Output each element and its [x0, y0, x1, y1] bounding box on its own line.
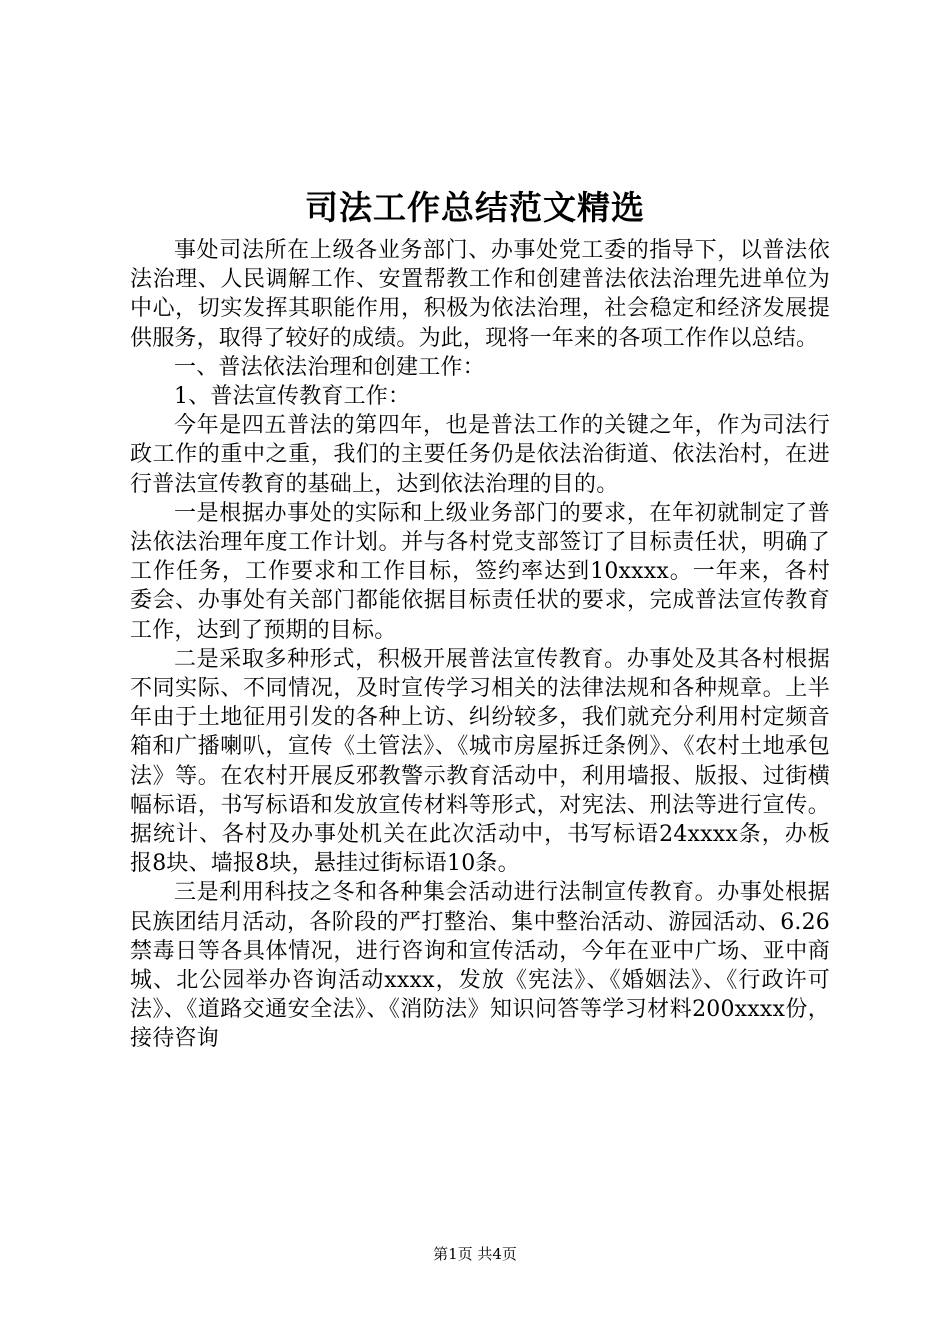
section-heading-1: 一、普法依法治理和创建工作： [174, 354, 485, 380]
subsection-heading-1: 1、普法宣传教育工作： [174, 384, 411, 410]
document-title: 司法工作总结范文精选 [305, 188, 645, 227]
paragraph-overview: 今年是四五普法的第四年，也是普法工作的关键之年，作为司法行政工作的重中之重，我们的主要任务仍是依法治街道、依法治村，在进行普法宣传教育的基础上，达到依法治理的目的。 [130, 413, 830, 497]
page-footer: 第1页 共4页 [433, 1245, 517, 1263]
document-body [130, 236, 830, 1054]
paragraph-point-3: 三是利用科技之冬和各种集会活动进行法制宣传教育。办事处根据民族团结月活动，各阶段的严打整治、集中整治活动、游园活动、6.26禁毒日等各具体情况，进行咨询和宣传活动，今年在亚中广场、亚中商城、北公园举办咨询活动xxxx，发放《宪法》、《婚姻法》、《行政许可法》、《道路交通安全法》、《消防法》知识问答等学习材料200xxxx份，接待咨询 [130, 880, 830, 1052]
paragraph-point-1: 一是根据办事处的实际和上级业务部门的要求，在年初就制定了普法依法治理年度工作计划。并与各村党支部签订了目标责任状，明确了工作任务，工作要求和工作目标，签约率达到10xxxx。一年来，各村委会、办事处有关部门都能依据目标责任状的要求，完成普法宣传教育工作，达到了预期的目标。 [130, 500, 830, 643]
paragraph-point-2: 二是采取多种形式，积极开展普法宣传教育。办事处及其各村根据不同实际、不同情况，及时宣传学习相关的法律法规和各种规章。上半年由于土地征用引发的各种上访、纠纷较多，我们就充分利用村定频音箱和广播喇叭，宣传《土管法》、《城市房屋拆迁条例》、《农村土地承包法》等。在农村开展反邪教警示教育活动中，利用墙报、版报、过街横幅标语，书写标语和发放宣传材料等形式，对宪法、刑法等进行宣传。据统计、各村及办事处机关在此次活动中，书写标语24xxxx条，办板报8块、墙报8块，悬挂过街标语10条。 [130, 646, 830, 877]
paragraph-intro: 事处司法所在上级各业务部门、办事处党工委的指导下，以普法依法治理、人民调解工作、安置帮教工作和创建普法依法治理先进单位为中心，切实发挥其职能作用，积极为依法治理，社会稳定和经济发展提供服务，取得了较好的成绩。为此，现将一年来的各项工作作以总结。 [130, 238, 830, 351]
